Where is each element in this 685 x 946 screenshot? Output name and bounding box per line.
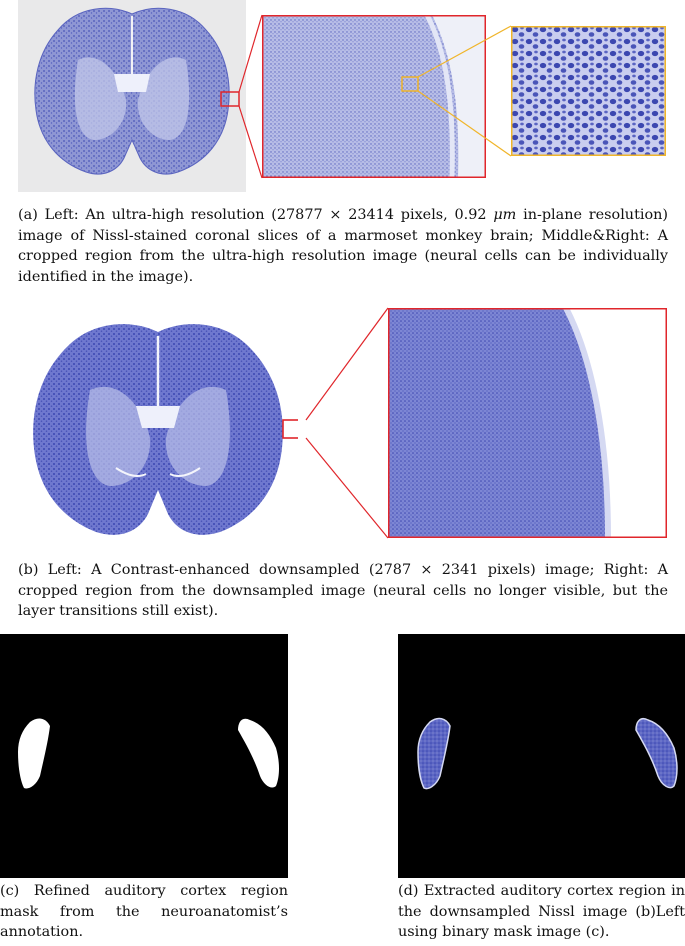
right-auditory-mask-region [238,719,279,788]
caption-a-part2: in-plane resolution) image of Nissl-stained coronal slices of a marmoset monkey brain; Middle&Right: A cropped region from the ultra-high resolution image (neural cells can be individually identified in the image). [18,207,669,285]
panel-b-connector-lines [0,300,685,550]
panel-a-connector-lines [0,0,685,200]
panel-d-extracted-region-image [398,634,685,878]
caption-a [18,205,668,287]
caption-b: (b) Left: A Contrast-enhanced downsampled (2787 × 2341 pixels) image; Right: A cropped region from the downsampled image (neural cells no longer visible, but the layer transitions still exist). [18,562,668,619]
left-auditory-mask-region [18,719,50,789]
caption-a-unit: μm [493,207,517,223]
caption-c: (c) Refined auditory cortex region mask from the neuroanatomist’s annotation. [0,883,288,940]
panel-c-mask-image [0,634,288,878]
caption-a-part1: (a) Left: An ultra-high resolution (27877 × 23414 pixels, 0.92 [18,207,494,223]
caption-d: (d) Extracted auditory cortex region in the downsampled Nissl image (b)Left using binary mask image (c). [398,883,685,940]
